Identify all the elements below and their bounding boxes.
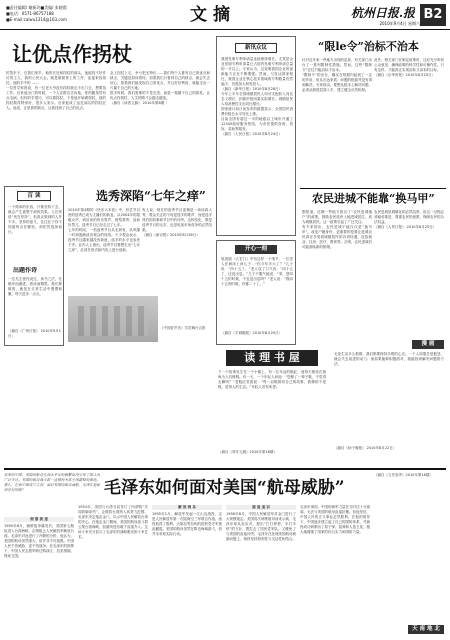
article-8-col-4 [226,505,296,635]
article-4-paragraph: 针对近年来一些地方出现的乱象，有关部门出台了一系列限制性措施。然而，这些“限制令”往往只能治标不治本。 [302,58,372,72]
sidebar-left-source: （摘自《广州日报》 2010年9月1日） [8,329,61,338]
article-3-caption: 《中国好声音》学员舞台合影 [160,326,206,330]
masthead-info-1: ■责任编辑/ 谢新玲■美编/ 张晓霞 [6,5,67,10]
article-3-source: （摘自《新京报》2010年8月26日） [142,233,200,237]
sidebar-right-source: （摘自《扬子晚报》 2010年8月22日） [334,446,397,450]
article-1-paragraph: 很多时候，我们需要的不是完美，而是一根属于自己的拐杖。让优点作拐杖，人生的路才会越走越宽。 [110,91,210,100]
article-2-note: 今年上半年全国城镇居民人均可支配收入同比名义增长，扣除价格因素实际增长。城镇居民人均消费性支出同比增长。 [221,92,293,106]
article-2-source: （摘自《新华日报》2010年8月28日） [221,87,283,91]
photo-figures [78,306,148,336]
article-8 [4,471,446,637]
article-5-paragraph: 据报道，近期一些地方推出了“农民进城落户”的政策，鼓励农民放弃土地进城居住，成为城镇居民。这一政策引起了广泛关注。 [302,210,372,224]
article-3-paragraph: 2010年第4期的《快乐大本营》中，综艺节目里的选秀已成为主播们的新宠。从2004年的超级女声，到后来的快乐男声、我型我秀、加油好男儿，选秀节目已经走过了七年。 [68,208,140,227]
article-4-col-1 [302,58,372,184]
article-2-note: 国家统计局日前发布的数据显示，全国居民消费价格总水平同比上涨。 [221,107,293,116]
article-1-title: 让优点作拐杖 [12,42,132,66]
paper-date: 2010年9月4日 星期六 [379,21,420,26]
article-3 [66,186,214,346]
article-3-col-1 [68,208,140,294]
article-5-col-2 [374,210,444,336]
article-6-source: （摘自《羊城晚报》2010年8月20日） [221,331,283,335]
article-4-col-2 [374,58,444,184]
page-number: B2 [420,4,446,26]
article-7-body: 下一个故事发生在一个小镇上，有一位年迈的鞋匠，他每天都坐在街角为人们修鞋。有一天，一个年轻人问他：“您修了一辈子鞋，不觉得无聊吗？”老鞋匠笑着说：“每一双鞋都有自己的故事，我修的不是鞋，是别人的生活。”年轻人若有所思。 [218,370,326,389]
article-3-title: 选秀深陷“七年之痒” [96,189,206,203]
article-5-source: （摘自《人民日报》 2010年8月25日） [374,225,437,229]
article-1-paragraph: 杭智东子，在我们家乡，他的长处和拐杖的那头，他能找不好作坊的主人，我的公民大会。就是做面背上的工作，连接来找拐杖，他的手中的 …… [6,71,106,85]
article-2-paragraph: 我国发明专利申请量连续保持增长，尤其是企业发明专利申请量已占国内发明专利申请总量的一半以上。专家认为，这说明我国企业的创新能力正在不断增强。然而，与发达国家相比，我国企业在核心技术领域的专利数量仍然偏少，仍需加大研发投入。 [221,57,293,86]
article-8-subtitle: 遏 退 退 识 [226,505,296,510]
article-4 [300,36,446,186]
article-5 [300,188,446,338]
section-divider [4,468,446,470]
paper-name: 杭州日报.报 [350,6,415,20]
masthead-rule [0,29,450,30]
article-8-col-5 [300,505,370,635]
sidebar-left-tag: 百 读 [17,191,51,201]
sidebar-left-poem-body: 一位先生曾经说过，读书之法，在循序而渐进，熟读而精思。我们要做的，就是在日常生活中慢慢积累，每天进步一点点。 [8,277,62,296]
article-2-body [221,57,293,235]
article-8-paragraph: 1958年8月，中国人民解放军对金门进行了大规模炮击。美国再次调集航母前来示威，毛泽东却从容应对，提出“打打停停，半打半停”的方针，既打击了国民党军队，又避免了与美国的直接冲突。毛泽东在处理美国航母威胁问题上，始终坚持原则性与灵活性相结合。 [226,512,296,541]
article-3-paragraph: 七年的时间，一档选秀节目从无到有，从风靡一时到逐渐淡出观众的视线。不少观众表示，选秀节目越来越没有新意，选手的水平也参差不齐。业内人士指出，选秀节目要想走出“七年之痒”，必须在形式和内容上进行创新。 [68,228,140,252]
article-6-tag: 开心一刻 [235,245,277,254]
masthead [0,0,450,30]
article-8-paragraph: 1954年，美国与台湾当局签订了所谓的“共同防御条约”，企图将台湾纳入其势力范围。毛泽东决定炮击金门，以示中国人民解放台湾的决心。在炮击金门期间，美国的航母战斗群云集台湾海峡，但最终没有敢于直接介入。这场斗争充分显示了毛泽东的战略眼光和斗争艺术。 [78,505,148,539]
article-6 [216,240,296,345]
article-8-subtitle: 洞 察 淡 迷 [4,517,74,522]
article-8-paragraph: 1955年1月，解放军发起一江山岛战役，这是人民解放军第一次陆海空三军联合作战。战役取得了胜利，大陈岛等岛屿的国民党守军被迫撤退。美国的航母虽然在附近海域游弋，但并未采取实际行动。 [152,512,222,536]
article-4-paragraph: 此外，相关部门在制定政策时，还应充分听取公众意见，确保政策的科学性和可操作性。只有这样，才能真正实现治标又治本的目标。 [374,58,444,72]
article-7-banner: 读 理 书 屋 [226,350,318,366]
sidebar-right-body: 无论生活多么艰难，我们都要保持乐观的心态。一个人如果总是抱怨，就会失去前进的动力；而如果能够积极面对，就能找到解决问题的方法。 [334,352,444,366]
article-4-title: “限le令”治标不治本 [318,40,419,53]
article-8-title: 毛泽东如何面对美国“航母威胁” [104,478,345,498]
article-2 [216,36,296,236]
article-3-paragraph: 有人说，现在的选秀节目更像是一场场真人秀，观众关注的不再是选手的歌声，而是选手背后的故事和节目中的冲突。这种变化，既是选秀节目的无奈，也是电视市场竞争的必然结果。 [142,208,212,232]
sidebar-left-body: 一个简单的东西，只要坚持下去，就会产生意想不到的效果。人们常说“贵在坚持”，但真正做到的人并不多。坚持的意义，往往在于你不知道终点在哪里，却依然选择前行。 [8,205,62,234]
article-8-paragraph: 1950年6月，朝鲜战争爆发后，美国第七舰队进入台湾海峡，企图阻止人民解放军解放台湾。毛泽东对此进行了冷静的分析，他认为，美国的航母虽然强大，但并非不可战胜。中国人民不怕威胁，更不怕战争。在毛泽东的指挥下，中国人民志愿军跨过鸭绿江，抗美援朝，保家卫国。 [4,524,74,558]
masthead-info-2: ■电话：0571-86757188 [6,11,54,16]
section-title: 文 摘 [190,5,230,25]
article-6-body: 电视剧《大宅门》中有这样一个细节，一位老人在病床上问儿子：“你今年多大了？”儿子说：“四十五了。”老人叹了口气说：“四十五了，还没出息。”儿子不服气地说：“爹，您四十五的时候，不也没出息吗？”老人说：“我四十五的时候，你都二十了。” [221,257,293,286]
article-8-col-6 [374,473,446,623]
article-1 [4,33,214,183]
article-5-paragraph: 有专家指出，农民进城不能仅仅是“换马甲”，改变户籍身份，更重要的是要让进城农民真正享受到城镇居民的各项待遇，包括就业、住房、医疗、教育等。否则，农民进城后可能面临新的困境。 [302,225,372,249]
article-8-col-3 [152,505,222,635]
article-5-title: 农民进城不能靠“换马甲” [312,192,435,205]
article-3-col-2 [142,208,212,294]
article-8-subtitle: 解 放 两 岛 [152,505,222,510]
article-5-col-1 [302,210,372,336]
article-8-paragraph: 毛泽东深知，中国的海军力量在当时还十分薄弱，无法与美国的航母直接抗衡。但他坚信，中国人民的正义事业必然胜利。在他的领导下，中国逐步建立起了自己的国防体系，并最终成功研制出了原子弹、氢弹和人造卫星，极大地增强了国家的综合实力和国防力量。 [300,505,370,534]
article-4-source: （摘自《京华时报》2010年8月25日） [374,73,436,77]
article-1-paragraph: 金上拐杖上走，幸亏把无特长……我们每个人都有自己的优点和缺点，关键是如何看待。如果我们只看到自己的缺点，就会失去信心；如果我们能发现自己的优点，并且好好利用，就能走出一片属于自己的天地。 [110,71,210,90]
article-7-source: （摘自《青年文摘》2010年第16期） [218,450,277,454]
article-1-col-2 [110,71,210,181]
sidebar-left [4,186,64,346]
article-8-source: （摘自《文史参考》2010年第16期） [374,473,433,477]
sidebar-right-tag: 漫 画 [412,340,444,349]
article-2-source: （摘自《人民日报》2010年8月24日） [221,132,283,136]
article-8-intro: 近来的中国，美国的航母在西太平洋的频繁出没引发了国人的广泛关注。美国的航母战斗群一直被视为其全球霸权的象征。那么，在新中国成立之初，面对美国的航母威胁，毛泽东是如何应对的呢？ [4,473,100,492]
article-4-paragraph: “限制令”的出台，确实在短期内起到了一定的作用，但从长远来看，问题的根源并没有得到解决。专家指出，要想从根本上解决问题，必须从制度层面入手，建立健全长效机制。 [302,73,372,92]
article-1-col-1 [6,71,106,181]
article-7 [216,346,328,464]
sidebar-right [332,340,446,464]
article-8-col-2 [78,505,148,635]
bottom-right-tag: 天 南 地 北 [408,625,444,634]
article-5-top-rule [300,188,446,189]
masthead-info-3: ■E-mail:caiwu1314@163.com [6,17,67,22]
article-3-photo [68,296,158,342]
article-1-paragraph: 一位哲学家曾说，有一位老大爷没有拐杖就走不出门去，想要找工作。后来他出门的时候，一个人在路边告诉他，你的腿虽然有点毛病，但你的手很巧，可以做拐杖。于是他开始做拐杖，他的拐杖做得特别好，很多人来买。后来他成了远近闻名的拐杖匠人。他说，正是我的缺点，让我找到了自己的优点。 [6,86,106,110]
article-2-note: 目前全国有超过一半的地级以上城市开通了12345政府服务热线，为市民提供咨询、投诉、求助等服务。 [221,117,293,131]
sidebar-left-poem-title: 出题作诗 [13,267,38,274]
article-5-paragraph: 农民进城是城镇化的必然趋势，但这一过程必须稳妥推进，尊重农民的意愿，保障农民的合法权益。 [374,210,444,224]
article-8-col-1 [4,517,74,635]
article-1-source: （摘自《读者文摘》 2010年第8期 ） [110,101,169,105]
article-2-tag: 新讯众议 [235,43,277,53]
